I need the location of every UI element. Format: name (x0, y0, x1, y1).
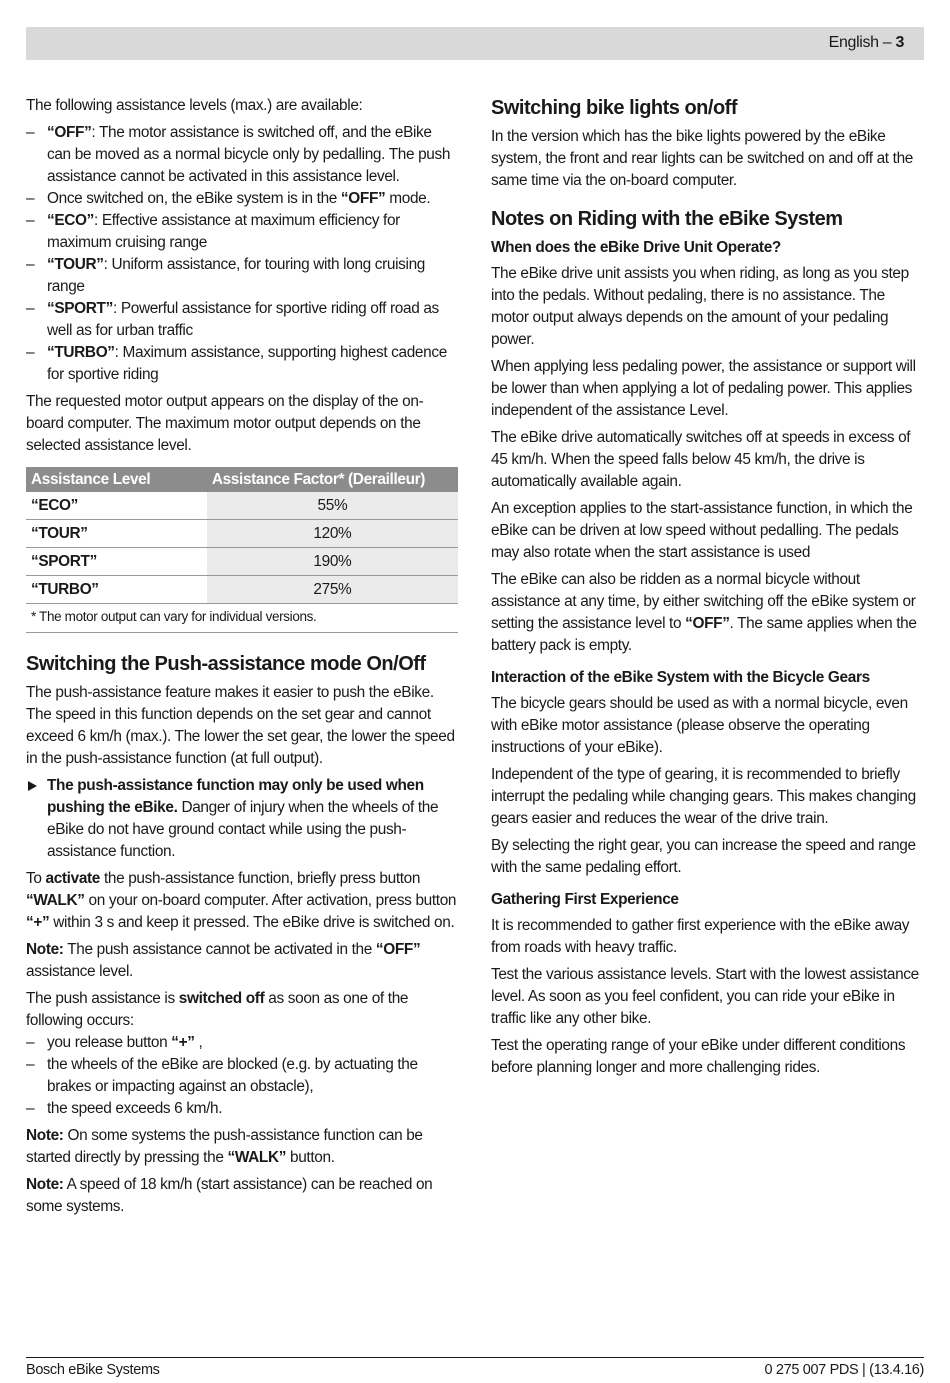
table-cell-factor: 275% (207, 576, 458, 604)
table-cell-level: “TOUR” (26, 520, 207, 548)
drive-subheading: When does the eBike Drive Unit Operate? (491, 239, 781, 256)
list-item: – Once switched on, the eBike system is in the “OFF” mode. (26, 188, 458, 210)
experience-paragraph: It is recommended to gather first experience with the eBike away from roads with heavy traffic. (491, 917, 910, 956)
experience-paragraph: Test the various assistance levels. Start with the lowest assistance level. As soon as you feel confident, you can ride your eBike in traffic like any other bike. (491, 966, 919, 1027)
table-cell-level: “SPORT” (26, 548, 207, 576)
warning-triangle-icon (28, 781, 37, 791)
table-cell-factor: 120% (207, 520, 458, 548)
switch-off-conditions (26, 1032, 458, 1120)
assistance-levels-list (26, 122, 458, 386)
list-item: – “SPORT”: Powerful assistance for sportive riding off road as well as for urban traffic (26, 298, 458, 342)
list-item: – the wheels of the eBike are blocked (e.g. by actuating the brakes or impacting against an obstacle), (26, 1054, 458, 1098)
drive-paragraph: The eBike drive unit assists you when riding, as long as you step into the pedals. Without pedaling, there is no assistance. The motor output always depends on the amount of your pedaling power. (491, 265, 909, 348)
table-row (26, 520, 458, 548)
drive-paragraph: The eBike can also be ridden as a normal bicycle without assistance at any time, by either switching off the eBike system or setting the assistance level to “OFF”. The same applies when the battery pack is empty. (491, 571, 917, 654)
assistance-table (26, 467, 458, 604)
list-item: – “TURBO”: Maximum assistance, supporting highest cadence for sportive riding (26, 342, 458, 386)
table-row (26, 548, 458, 576)
note-start-assistance: Note: A speed of 18 km/h (start assistance) can be reached on some systems. (26, 1176, 433, 1215)
lights-heading: Switching bike lights on/off (491, 97, 737, 119)
experience-subheading: Gathering First Experience (491, 891, 679, 908)
gears-paragraph: Independent of the type of gearing, it is recommended to briefly interrupt the pedaling while changing gears. This makes changing gears easier and reduces the wear of the drive train. (491, 766, 916, 827)
footer-brand: Bosch eBike Systems (26, 1362, 160, 1378)
drive-paragraph: The eBike drive automatically switches off at speeds in excess of 45 km/h. When the speed falls below 45 km/h, the drive is automatically available again. (491, 429, 911, 490)
activate-paragraph: To activate the push-assistance function, briefly press button “WALK” on your on-board computer. After activation, press button “+” within 3 s and keep it pressed. The eBike drive is switched on. (26, 870, 457, 931)
table-header-level: Assistance Level (26, 467, 207, 492)
notes-heading: Notes on Riding with the eBike System (491, 208, 843, 230)
drive-paragraph: When applying less pedaling power, the assistance or support will be lower than when applying a lot of pedaling power. This applies independent of the assistance Level. (491, 358, 916, 419)
levels-intro: The following assistance levels (max.) are available: (26, 97, 363, 114)
gears-paragraph: By selecting the right gear, you can increase the speed and range with the same pedaling effort. (491, 837, 916, 876)
motor-output-paragraph: The requested motor output appears on the display of the on-board computer. The maximum motor output depends on the selected assistance level. (26, 393, 424, 454)
push-assistance-paragraph: The push-assistance feature makes it easier to push the eBike. The speed in this function depends on the set gear and cannot exceed 6 km/h (max.). The lower the set gear, the lower the speed in the push-assistance function (at full output). (26, 684, 455, 767)
table-header-factor: Assistance Factor* (Derailleur) (207, 467, 458, 492)
experience-paragraph: Test the operating range of your eBike under different conditions before planning longer and more challenging rides. (491, 1037, 906, 1076)
table-footnote: * The motor output can vary for individual versions. (26, 604, 458, 633)
switched-off-paragraph: The push assistance is switched off as soon as one of the following occurs: (26, 990, 409, 1029)
gears-subheading: Interaction of the eBike System with the Bicycle Gears (491, 669, 870, 686)
gears-paragraph: The bicycle gears should be used as with a normal bicycle, even with eBike motor assistance (please observe the operating instructions of your eBike). (491, 695, 908, 756)
list-item: – the speed exceeds 6 km/h. (26, 1098, 458, 1120)
lights-paragraph: In the version which has the bike lights powered by the eBike system, the front and rear lights can be switched on and off at the same time via the on-board computer. (491, 128, 913, 189)
note-off-level: Note: The push assistance cannot be activated in the “OFF” assistance level. (26, 941, 421, 980)
footer-doc-id: 0 275 007 PDS | (13.4.16) (764, 1362, 924, 1378)
page-header (26, 27, 924, 60)
header-separator: – (878, 34, 896, 51)
safety-warning: The push-assistance function may only be used when pushing the eBike. Danger of injury when the wheels of the eBike do not have ground contact while using the push-assistance function. (26, 775, 458, 863)
list-item: – “OFF”: The motor assistance is switched off, and the eBike can be moved as a normal bicycle only by pedalling. The push assistance cannot be activated in this assistance level. (26, 122, 458, 188)
table-cell-factor: 55% (207, 492, 458, 520)
page-number: 3 (895, 34, 904, 51)
drive-paragraph: An exception applies to the start-assistance function, in which the eBike can be driven at low speed without pedalling. The pedals may also rotate when the start assistance is used (491, 500, 913, 561)
footer-divider (26, 1357, 924, 1358)
table-cell-level: “ECO” (26, 492, 207, 520)
list-item: – you release button “+” , (26, 1032, 458, 1054)
list-item: – “TOUR”: Uniform assistance, for touring with long cruising range (26, 254, 458, 298)
table-row (26, 576, 458, 604)
table-cell-factor: 190% (207, 548, 458, 576)
table-row (26, 492, 458, 520)
push-assistance-heading: Switching the Push-assistance mode On/Off (26, 653, 426, 675)
table-cell-level: “TURBO” (26, 576, 207, 604)
header-page-label (829, 32, 904, 54)
note-walk-button: Note: On some systems the push-assistance function can be started directly by pressing the “WALK” button. (26, 1127, 423, 1166)
table-header-row (26, 467, 458, 492)
header-language: English (828, 34, 879, 51)
left-column (26, 95, 458, 1223)
list-item: – “ECO”: Effective assistance at maximum efficiency for maximum cruising range (26, 210, 458, 254)
right-column (491, 95, 924, 1084)
